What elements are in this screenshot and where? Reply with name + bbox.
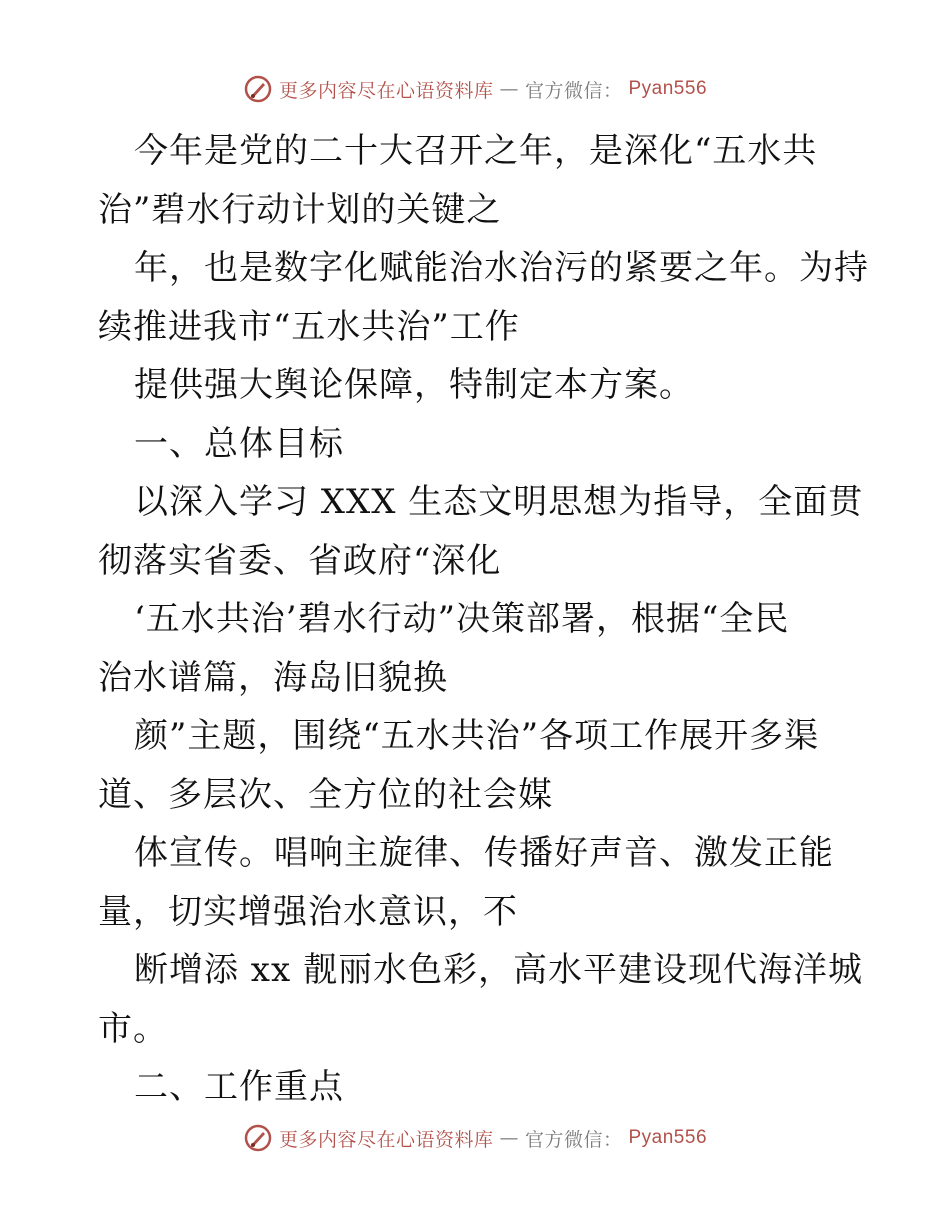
paragraph-line: 治”碧水行动计划的关键之 <box>98 189 502 230</box>
section-heading: 二、工作重点 <box>134 1067 344 1107</box>
paragraph-line: 市。 <box>98 1008 168 1049</box>
watermark-wechat-id: Pyan556 <box>628 1127 708 1148</box>
watermark-dash: — <box>499 78 519 100</box>
paragraph-line: 量，切实增强治水意识，不 <box>98 891 518 932</box>
paragraph-line: 颜”主题，围绕“五水共治”各项工作展开多渠 <box>134 716 820 756</box>
watermark-dash: — <box>499 1127 519 1149</box>
paragraph-line: 今年是党的二十大召开之年，是深化“五水共 <box>134 131 818 171</box>
paragraph-line: 年，也是数字化赋能治水治污的紧要之年。为持 <box>134 248 869 288</box>
paragraph-line: 体宣传。唱响主旋律、传播好声音、激发正能 <box>134 833 834 873</box>
watermark-wechat-id: Pyan556 <box>628 78 708 99</box>
paragraph-line: 彻落实省委、省政府“深化 <box>98 540 502 581</box>
paragraph-line: 提供强大舆论保障，特制定本方案。 <box>134 365 694 405</box>
header-watermark <box>0 74 950 104</box>
paragraph-line: 治水谱篇，海岛旧貌换 <box>98 657 448 698</box>
pen-logo-icon <box>243 1123 273 1153</box>
footer-watermark <box>0 1123 950 1153</box>
document-body <box>98 122 898 1117</box>
paragraph-line: 续推进我市“五水共治”工作 <box>98 306 520 347</box>
watermark-text: 更多内容尽在心语资料库 <box>278 1128 494 1151</box>
paragraph-line: 道、多层次、全方位的社会媒 <box>98 774 553 815</box>
pen-logo-icon <box>243 74 273 104</box>
paragraph-line: 断增添 xx 靓丽水色彩，高水平建设现代海洋城 <box>134 950 863 990</box>
watermark-wechat-label: 官方微信： <box>524 79 623 102</box>
watermark-text: 更多内容尽在心语资料库 <box>278 79 494 102</box>
paragraph-line: ‘五水共治’碧水行动”决策部署，根据“全民 <box>134 599 790 639</box>
watermark-wechat-label: 官方微信： <box>524 1128 623 1151</box>
paragraph-line: 以深入学习 XXX 生态文明思想为指导，全面贯 <box>134 482 864 522</box>
section-heading: 一、总体目标 <box>134 423 344 464</box>
